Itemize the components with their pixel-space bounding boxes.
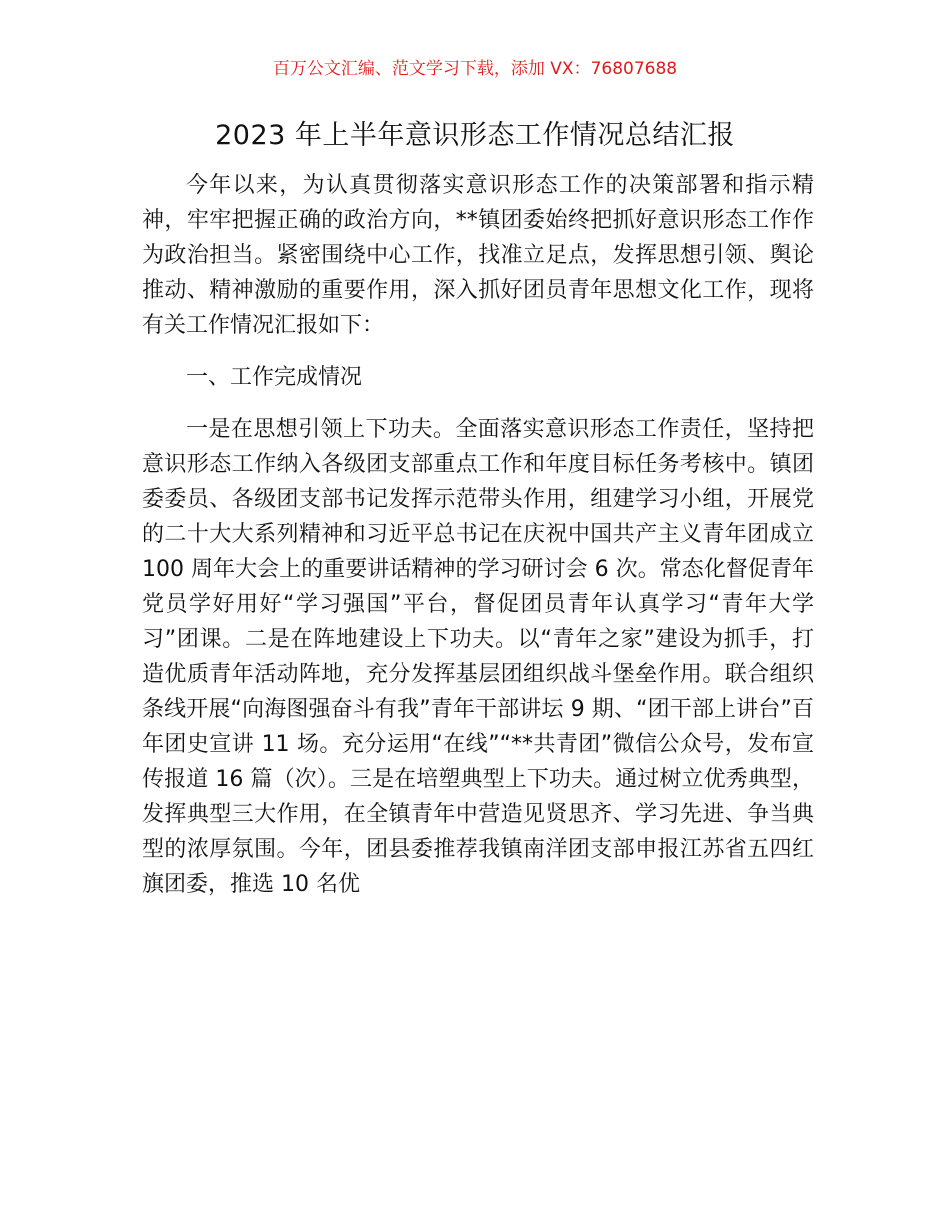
document-title: 2023 年上半年意识形态工作情况总结汇报 bbox=[215, 120, 735, 151]
section-heading-1: 一、工作完成情况 bbox=[186, 365, 363, 390]
header-note: 百万公文汇编、范文学习下载，添加 VX：76807688 bbox=[272, 59, 678, 79]
document-body bbox=[142, 168, 814, 902]
section-1-paragraph: 一是在思想引领上下功夫。全面落实意识形态工作责任，坚持把意识形态工作纳入各级团支部重点工作和年度目标任务考核中。镇团委委员、各级团支部书记发挥示范带头作用，组建学习小组，开展党的二十大大系列精神和习近平总书记在庆祝中国共产主义青年团成立 100 周年大会上的重要讲话精神的学习研讨会 6 次。常态化督促青年党员学好用好“学习强国”平台，督促团员青年认真学习“青年大学习”团课。二是在阵地建设上下功夫。以“青年之家”建设为抓手，打造优质青年活动阵地，充分发挥基层团组织战斗堡垒作用。联合组织条线开展“向海图强奋斗有我”青年干部讲坛 9 期、“团干部上讲台”百年团史宣讲 11 场。充分运用“在线”“**共青团”微信公众号，发布宣传报道 16 篇（次）。三是在培塑典型上下功夫。通过树立优秀典型，发挥典型三大作用，在全镇青年中营造见贤思齐、学习先进、争当典型的浓厚氛围。今年，团县委推荐我镇南洋团支部申报江苏省五四红旗团委，推选 10 名优 bbox=[142, 417, 814, 897]
intro-paragraph: 今年以来，为认真贯彻落实意识形态工作的决策部署和指示精神，牢牢把握正确的政治方向，**镇团委始终把抓好意识形态工作作为政治担当。紧密围绕中心工作，找准立足点，发挥思想引领、舆论推动、精神激励的重要作用，深入抓好团员青年思想文化工作，现将有关工作情况汇报如下： bbox=[142, 173, 814, 338]
